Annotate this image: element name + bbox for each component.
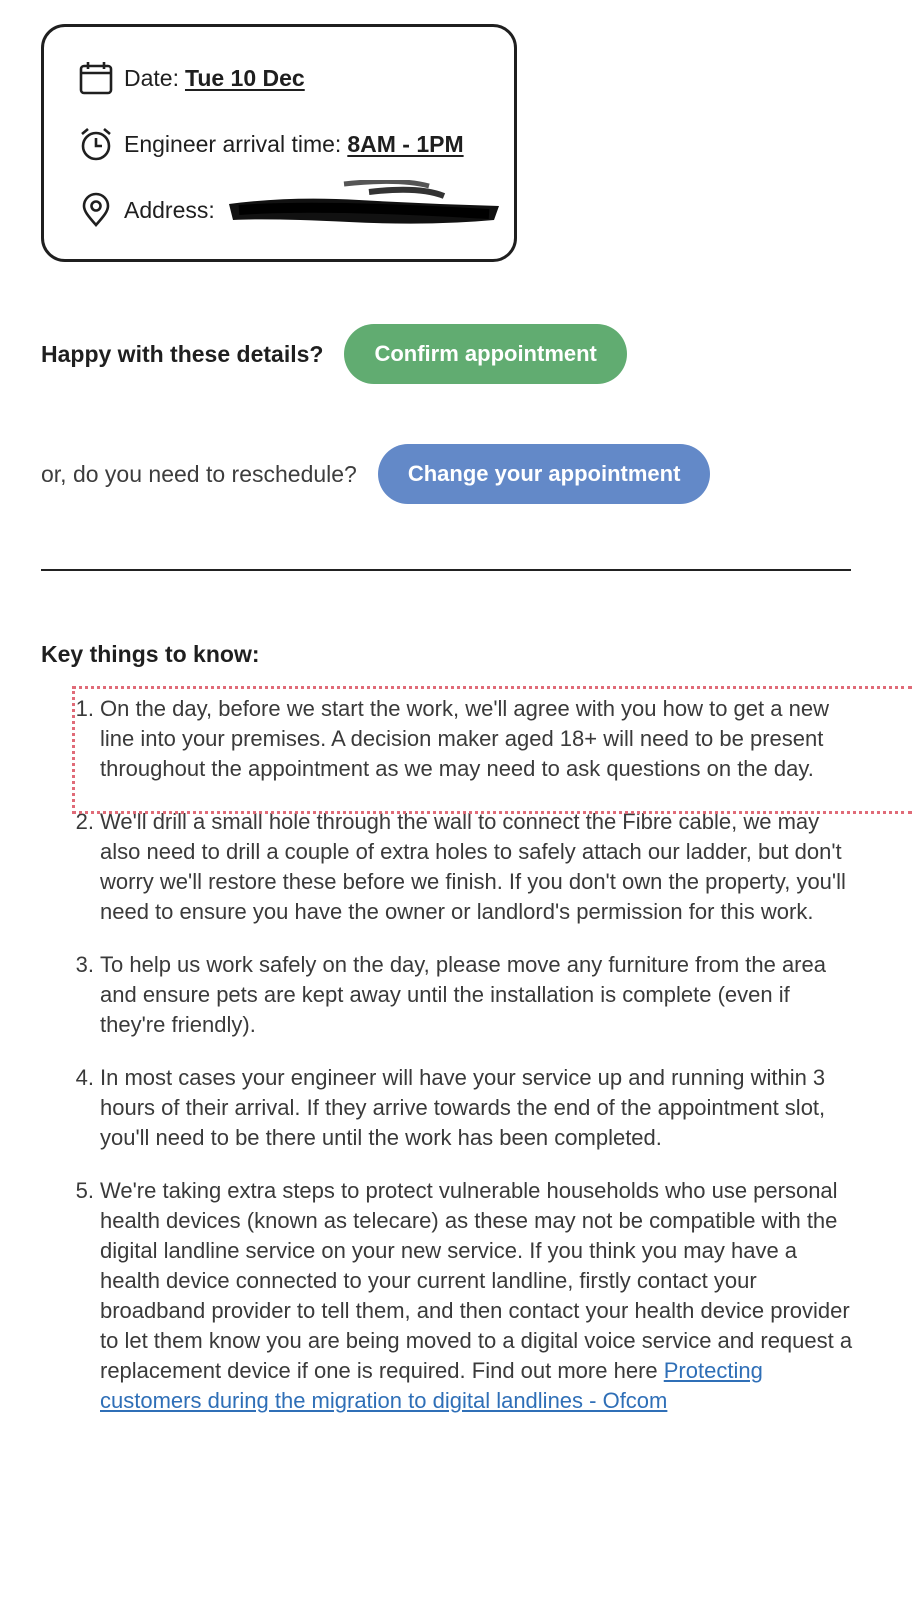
confirm-row	[41, 324, 627, 384]
change-appointment-button[interactable]: Change your appointment	[378, 444, 711, 504]
alarm-clock-icon	[78, 126, 114, 162]
list-item-text: We'll drill a small hole through the wall to connect the Fibre cable, we may also need to drill a couple of extra holes to safely attach our ladder, but don't worry we'll restore these before we finish. If you don't own the property, you'll need to ensure you have the owner or landlord's permission for this work.	[100, 809, 846, 924]
list-item-number: 1.	[75, 696, 94, 721]
list-item-number: 5.	[75, 1178, 94, 1203]
reschedule-prompt: or, do you need to reschedule?	[41, 460, 357, 487]
confirm-prompt: Happy with these details?	[41, 340, 324, 367]
list-item-number: 4.	[75, 1065, 94, 1090]
location-pin-icon	[78, 192, 114, 228]
reschedule-row	[41, 444, 710, 504]
list-item	[0, 950, 916, 1040]
divider	[41, 569, 851, 571]
calendar-icon	[78, 60, 114, 96]
confirm-appointment-button[interactable]: Confirm appointment	[344, 324, 626, 384]
arrival-time-value[interactable]: 8AM - 1PM	[347, 130, 464, 157]
date-label: Date:	[124, 64, 179, 91]
list-item	[0, 807, 916, 927]
arrival-time-row	[78, 126, 464, 162]
list-item-text: In most cases your engineer will have your service up and running within 3 hours of their arrival. If they arrive towards the end of the appointment slot, you'll need to be there until the work has been completed.	[100, 1065, 826, 1150]
highlight-annotation	[72, 686, 912, 814]
address-label: Address:	[124, 196, 215, 223]
ofcom-link[interactable]: Protecting customers during the migration to digital landlines - Ofcom	[100, 1358, 763, 1413]
appointment-details-card	[41, 24, 517, 262]
list-item-number: 2.	[75, 809, 94, 834]
date-row	[78, 60, 305, 96]
list-item-text: To help us work safely on the day, please move any furniture from the area and ensure pets are kept away until the installation is complete (even if they're friendly).	[100, 952, 826, 1037]
list-item-text-body: We're taking extra steps to protect vulnerable households who use personal health devices (known as telecare) as these may not be compatible with the digital landline service on your new service. If you think you may have a health device connected to your current landline, firstly contact your broadband provider to tell them, and then contact your health device provider to let them know you are being moved to a digital voice service and request a replacement device if one is required. Find out more here	[100, 1178, 853, 1383]
redacted-address	[229, 180, 509, 228]
key-things-heading: Key things to know:	[41, 641, 260, 667]
list-item	[0, 1176, 916, 1416]
list-item	[0, 1063, 916, 1153]
arrival-time-label: Engineer arrival time:	[124, 130, 342, 157]
date-value[interactable]: Tue 10 Dec	[184, 64, 305, 91]
list-item-text: On the day, before we start the work, we'll agree with you how to get a new line into your premises. A decision maker aged 18+ will need to be present throughout the appointment as we may need to ask questions on the day.	[100, 696, 829, 781]
list-item-number: 3.	[75, 952, 94, 977]
list-item-text	[100, 1176, 860, 1416]
address-row	[78, 192, 215, 228]
